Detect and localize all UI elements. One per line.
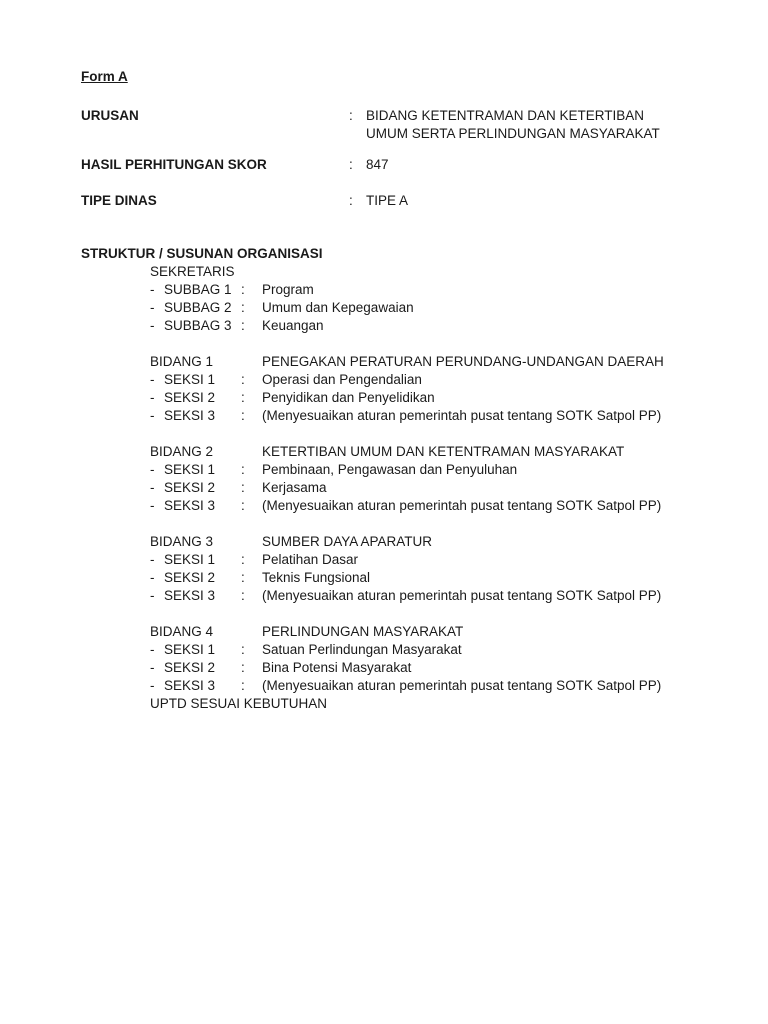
item-dash: - — [150, 678, 155, 693]
header-value — [366, 192, 696, 210]
list-item — [150, 407, 710, 425]
header-colon: : — [349, 157, 353, 172]
uptd-text: UPTD SESUAI KEBUTUHAN — [150, 696, 328, 711]
group-head-name: SEKRETARIS — [150, 264, 235, 279]
item-dash: - — [150, 282, 155, 297]
org-structure — [150, 263, 710, 713]
header-value-line: 847 — [366, 157, 389, 172]
item-value: Umum dan Kepegawaian — [262, 300, 414, 315]
group-head-name: BIDANG 1 — [150, 354, 214, 369]
item-name: SEKSI 3 — [164, 408, 216, 423]
item-name: SEKSI 3 — [164, 588, 216, 603]
item-name: SEKSI 2 — [164, 480, 216, 495]
item-value: (Menyesuaikan aturan pemerintah pusat tentang SOTK Satpol PP) — [262, 408, 662, 423]
header-label: URUSAN — [81, 108, 139, 123]
item-colon: : — [241, 372, 245, 387]
item-name: SEKSI 2 — [164, 390, 216, 405]
list-item — [150, 281, 710, 299]
item-colon: : — [241, 678, 245, 693]
header-value-line: BIDANG KETENTRAMAN DAN KETERTIBAN — [366, 108, 645, 123]
list-item — [150, 641, 710, 659]
item-colon: : — [241, 390, 245, 405]
item-name: SEKSI 1 — [164, 372, 216, 387]
item-value: Keuangan — [262, 318, 324, 333]
list-item — [150, 659, 710, 677]
item-name: SEKSI 1 — [164, 462, 216, 477]
item-dash: - — [150, 660, 155, 675]
item-colon: : — [241, 498, 245, 513]
list-item — [150, 497, 710, 515]
item-dash: - — [150, 300, 155, 315]
item-name: SEKSI 1 — [164, 552, 216, 567]
item-value: Operasi dan Pengendalian — [262, 372, 422, 387]
item-colon: : — [241, 552, 245, 567]
group-head-name: BIDANG 4 — [150, 624, 214, 639]
item-dash: - — [150, 570, 155, 585]
list-item — [150, 299, 710, 317]
header-value-line: UMUM SERTA PERLINDUNGAN MASYARAKAT — [366, 126, 660, 141]
footer-line — [150, 695, 710, 713]
list-item — [150, 587, 710, 605]
item-name: SUBBAG 3 — [164, 318, 232, 333]
bidang-group — [150, 533, 710, 605]
item-colon: : — [241, 282, 245, 297]
item-dash: - — [150, 588, 155, 603]
list-item — [150, 569, 710, 587]
list-item — [150, 389, 710, 407]
group-head-line — [150, 623, 710, 641]
item-colon: : — [241, 660, 245, 675]
item-name: SUBBAG 2 — [164, 300, 232, 315]
item-colon: : — [241, 462, 245, 477]
list-item — [150, 461, 710, 479]
list-item — [150, 317, 710, 335]
item-value: (Menyesuaikan aturan pemerintah pusat tentang SOTK Satpol PP) — [262, 678, 662, 693]
list-item — [150, 371, 710, 389]
item-dash: - — [150, 480, 155, 495]
item-colon: : — [241, 318, 245, 333]
item-dash: - — [150, 498, 155, 513]
group-head-title: PERLINDUNGAN MASYARAKAT — [262, 624, 464, 639]
header-label: TIPE DINAS — [81, 193, 157, 208]
item-name: SEKSI 2 — [164, 660, 216, 675]
group-head-line — [150, 263, 710, 281]
group-head-line — [150, 443, 710, 461]
group-head-title: SUMBER DAYA APARATUR — [262, 534, 433, 549]
group-head-line — [150, 353, 710, 371]
group-head-name: BIDANG 3 — [150, 534, 214, 549]
bidang-group — [150, 443, 710, 515]
group-head-title: KETERTIBAN UMUM DAN KETENTRAMAN MASYARAKAT — [262, 444, 625, 459]
header-label: HASIL PERHITUNGAN SKOR — [81, 157, 267, 172]
item-name: SUBBAG 1 — [164, 282, 232, 297]
item-value: (Menyesuaikan aturan pemerintah pusat tentang SOTK Satpol PP) — [262, 498, 662, 513]
item-colon: : — [241, 480, 245, 495]
item-dash: - — [150, 642, 155, 657]
header-value — [366, 156, 696, 174]
item-dash: - — [150, 372, 155, 387]
group-head-name: BIDANG 2 — [150, 444, 214, 459]
item-value: Penyidikan dan Penyelidikan — [262, 390, 435, 405]
group-head-line — [150, 533, 710, 551]
header-value-line: TIPE A — [366, 193, 409, 208]
sekretaris-group — [150, 263, 710, 335]
header-colon: : — [349, 108, 353, 123]
item-value: Satuan Perlindungan Masyarakat — [262, 642, 462, 657]
group-head-title: PENEGAKAN PERATURAN PERUNDANG-UNDANGAN DAERAH — [262, 354, 664, 369]
bidang-group — [150, 623, 710, 713]
item-value: Program — [262, 282, 314, 297]
item-value: Teknis Fungsional — [262, 570, 371, 585]
item-colon: : — [241, 642, 245, 657]
bidang-group — [150, 353, 710, 425]
item-dash: - — [150, 462, 155, 477]
item-dash: - — [150, 552, 155, 567]
item-value: Pembinaan, Pengawasan dan Penyuluhan — [262, 462, 518, 477]
item-value: Bina Potensi Masyarakat — [262, 660, 412, 675]
item-value: Kerjasama — [262, 480, 327, 495]
item-name: SEKSI 1 — [164, 642, 216, 657]
item-value: Pelatihan Dasar — [262, 552, 359, 567]
item-value: (Menyesuaikan aturan pemerintah pusat tentang SOTK Satpol PP) — [262, 588, 662, 603]
item-name: SEKSI 3 — [164, 498, 216, 513]
section-title: STRUKTUR / SUSUNAN ORGANISASI — [81, 246, 323, 261]
list-item — [150, 677, 710, 695]
item-name: SEKSI 2 — [164, 570, 216, 585]
form-title: Form A — [81, 69, 128, 84]
list-item — [150, 551, 710, 569]
item-colon: : — [241, 570, 245, 585]
item-colon: : — [241, 408, 245, 423]
item-dash: - — [150, 408, 155, 423]
item-dash: - — [150, 318, 155, 333]
list-item — [150, 479, 710, 497]
header-colon: : — [349, 193, 353, 208]
header-value — [366, 107, 696, 143]
item-dash: - — [150, 390, 155, 405]
item-name: SEKSI 3 — [164, 678, 216, 693]
item-colon: : — [241, 300, 245, 315]
item-colon: : — [241, 588, 245, 603]
